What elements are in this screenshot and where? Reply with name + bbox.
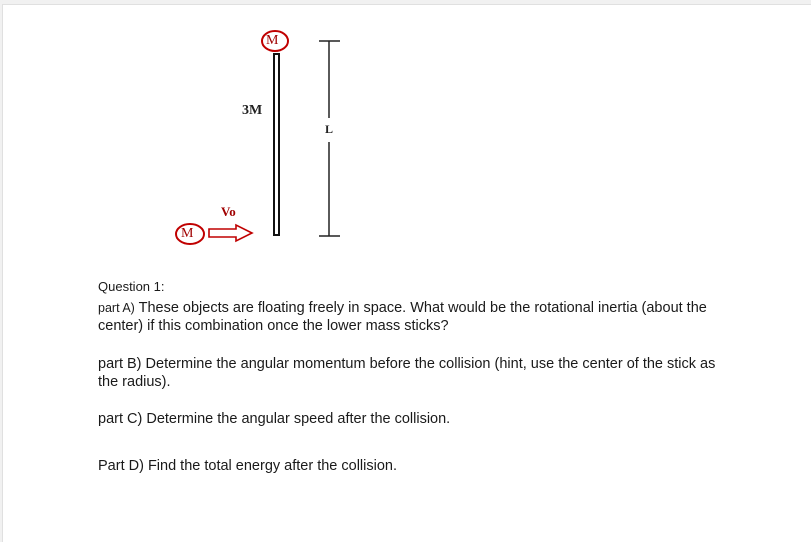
part-b-paragraph: part B) Determine the angular momentum before the collision (hint, use the center of the stick as the radius). xyxy=(98,356,716,390)
stick-mass-label: 3M xyxy=(242,103,263,118)
physics-diagram xyxy=(0,0,811,250)
length-label: L xyxy=(325,122,334,136)
moving-mass-label: M xyxy=(181,226,194,241)
top-mass-label: M xyxy=(266,33,279,48)
velocity-arrow-icon xyxy=(209,225,252,241)
part-a-prefix: part A) xyxy=(98,301,135,315)
stick xyxy=(274,54,279,235)
question-text xyxy=(98,278,738,475)
velocity-label: Vo xyxy=(221,204,236,219)
part-a-paragraph xyxy=(98,299,738,335)
question-title: Question 1: xyxy=(98,279,165,294)
diagram-svg xyxy=(0,0,811,250)
part-c-paragraph: part C) Determine the angular speed after the collision. xyxy=(98,411,451,427)
part-a-text: These objects are floating freely in space. What would be the rotational inertia (about the center) if this combination once the lower mass sticks? xyxy=(98,300,707,334)
part-d-paragraph: Part D) Find the total energy after the collision. xyxy=(98,458,398,474)
